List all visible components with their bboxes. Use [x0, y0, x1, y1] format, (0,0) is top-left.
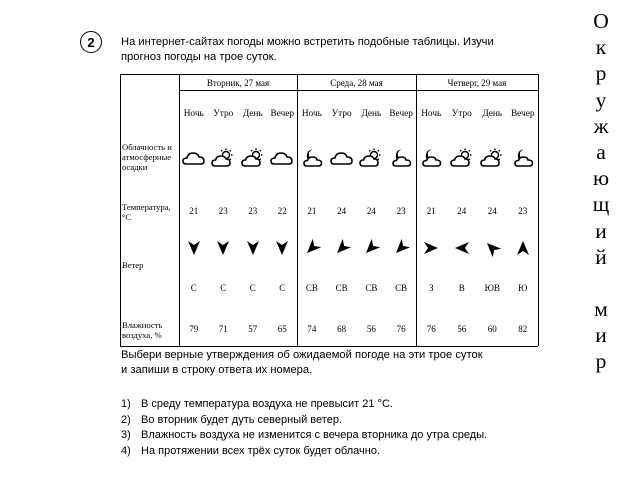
side-letter: О — [593, 9, 609, 33]
side-letter: р — [595, 349, 607, 374]
wind-arrow-icon — [303, 239, 321, 257]
side-letter: ж — [593, 113, 609, 138]
intro-text — [121, 35, 541, 64]
wind-arrow-icon — [483, 239, 501, 257]
table-border — [179, 90, 538, 91]
cloud-icon — [270, 148, 294, 168]
wind-direction: С — [249, 283, 256, 293]
option-4: 4) На протяжении всех трёх суток будет облачно. — [121, 444, 380, 457]
option-2: 2) Во вторник будет дуть северный ветер. — [121, 413, 342, 426]
period-label: День — [482, 109, 503, 119]
wind-arrow-icon — [214, 239, 232, 257]
question-number: 2 — [80, 31, 102, 53]
period-label: Утро — [331, 109, 352, 119]
wind-direction: С — [220, 283, 227, 293]
side-letter: к — [595, 35, 607, 60]
humidity-value: 65 — [277, 324, 287, 334]
sun-cloud-icon — [211, 148, 235, 168]
wind-direction: С — [279, 283, 286, 293]
wind-direction: ЮВ — [484, 283, 500, 293]
humidity-value: 60 — [487, 324, 497, 334]
period-label: Вечер — [389, 109, 413, 119]
table-border — [120, 346, 538, 347]
temperature-value: 24 — [366, 206, 376, 216]
side-letter: щ — [592, 192, 610, 217]
option-3: 3) Влажность воздуха не изменится с вечера вторника до утра среды. — [121, 429, 488, 441]
moon-cloud-icon — [389, 148, 413, 168]
humidity-value: 79 — [189, 324, 199, 334]
wind-direction: СВ — [305, 283, 318, 293]
moon-cloud-icon — [300, 148, 324, 168]
period-label: Вечер — [510, 109, 535, 119]
table-border — [538, 74, 539, 346]
wind-arrow-icon — [273, 239, 291, 257]
humidity-value: 56 — [457, 324, 467, 334]
temperature-value: 24 — [487, 206, 497, 216]
period-label: День — [242, 109, 263, 119]
period-label: Утро — [213, 109, 234, 119]
temperature-value: 22 — [277, 206, 287, 216]
wind-arrow-icon — [333, 239, 351, 257]
temperature-value: 21 — [426, 206, 436, 216]
sun-cloud-icon — [359, 148, 383, 168]
cloud-icon — [330, 148, 354, 168]
temperature-value: 21 — [189, 206, 199, 216]
side-letter — [586, 270, 616, 296]
side-letter: й — [595, 244, 607, 269]
humidity-value: 82 — [518, 324, 528, 334]
wind-direction: С — [190, 283, 197, 293]
day-header: Четверг, 29 мая — [447, 78, 507, 88]
wind-arrow-icon — [422, 239, 440, 257]
humidity-value: 76 — [396, 324, 406, 334]
wind-arrow-icon — [185, 239, 203, 257]
wind-direction: З — [428, 283, 434, 293]
period-label: Ночь — [183, 109, 204, 119]
period-label: Ночь — [421, 109, 442, 119]
row-label-humidity: Влажность воздуха, % — [122, 320, 163, 340]
wind-direction: В — [458, 283, 465, 293]
wind-arrow-icon — [514, 239, 532, 257]
moon-cloud-icon — [419, 148, 443, 168]
side-letter: а — [596, 139, 606, 164]
row-label-clouds: Облачность и атмосферные осадки — [122, 142, 172, 172]
side-letter: и — [595, 323, 607, 348]
period-label: Вечер — [270, 109, 295, 119]
humidity-value: 71 — [218, 324, 228, 334]
wind-arrow-icon — [453, 239, 471, 257]
wind-arrow-icon — [392, 239, 410, 257]
day-header: Вторник, 27 мая — [206, 78, 270, 88]
wind-direction: СВ — [365, 283, 378, 293]
period-label: День — [361, 109, 382, 119]
temperature-value: 23 — [396, 206, 406, 216]
humidity-value: 76 — [426, 324, 436, 334]
wind-arrow-icon — [362, 239, 380, 257]
side-letter: у — [595, 87, 607, 112]
temperature-value: 23 — [218, 206, 228, 216]
options-list — [121, 397, 487, 459]
side-letter: и — [595, 218, 607, 243]
side-letter: р — [595, 61, 607, 86]
wind-arrow-icon — [244, 239, 262, 257]
temperature-value: 24 — [457, 206, 467, 216]
side-vertical-text — [586, 8, 616, 375]
temperature-value: 21 — [307, 206, 317, 216]
wind-direction: СВ — [395, 283, 408, 293]
cloud-icon — [182, 148, 206, 168]
task-line: и запиши в строку ответа их номера. — [121, 363, 313, 376]
period-label: Ночь — [301, 109, 322, 119]
side-letter: м — [594, 297, 608, 322]
sun-cloud-icon — [480, 148, 504, 168]
table-border — [120, 74, 538, 75]
sun-cloud-icon — [241, 148, 265, 168]
task-line: Выбери верные утверждения об ожидаемой погоде на эти трое суток — [121, 349, 483, 361]
wind-direction: Ю — [518, 283, 528, 293]
humidity-value: 57 — [248, 324, 258, 334]
option-1: 1) В среду температура воздуха не превысит 21 °С. — [121, 398, 393, 410]
humidity-value: 68 — [337, 324, 347, 334]
table-border — [120, 74, 121, 346]
sun-cloud-icon — [450, 148, 474, 168]
temperature-value: 23 — [248, 206, 258, 216]
intro-line: На интернет-сайтах погоды можно встретить подобные таблицы. Изучи — [121, 36, 494, 48]
temperature-value: 24 — [337, 206, 347, 216]
wind-direction: СВ — [335, 283, 348, 293]
task-text — [121, 348, 541, 377]
humidity-value: 74 — [307, 324, 317, 334]
temperature-value: 23 — [518, 206, 528, 216]
side-letter: ю — [592, 166, 610, 191]
weather-table — [120, 74, 538, 346]
humidity-value: 56 — [366, 324, 376, 334]
moon-cloud-icon — [511, 148, 535, 168]
period-label: Утро — [451, 109, 472, 119]
day-header: Среда, 28 мая — [330, 78, 383, 88]
row-label-wind: Ветер — [122, 260, 144, 270]
intro-line: прогноз погоды на трое суток. — [121, 50, 277, 63]
row-label-temperature: Температура, °С — [122, 202, 171, 222]
